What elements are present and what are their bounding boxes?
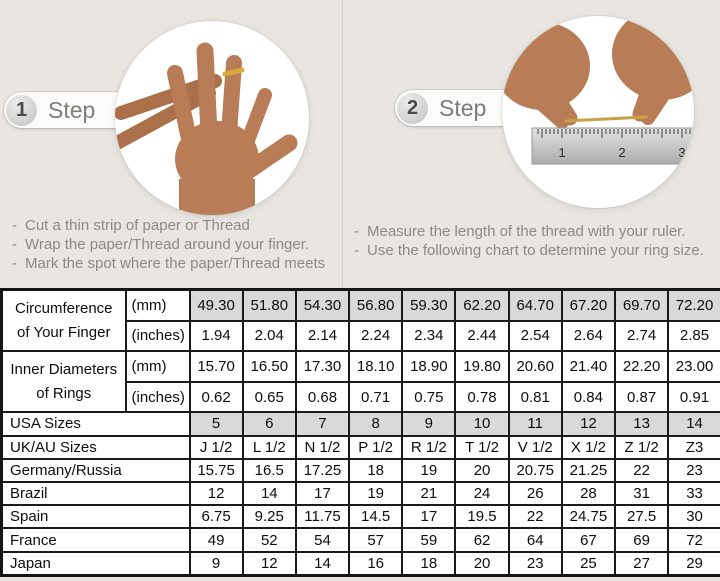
bullet-text: Use the following chart to determine your ring size. xyxy=(367,242,704,259)
table-cell: 24.75 xyxy=(562,505,615,528)
table-row xyxy=(2,459,720,482)
bullet-dash: - xyxy=(12,255,17,272)
instruction-bullet xyxy=(350,241,718,260)
table-cell: 67.20 xyxy=(562,290,615,321)
table-cell: 6 xyxy=(243,412,296,435)
table-cell: 20.75 xyxy=(509,459,562,482)
table-cell: 14 xyxy=(668,412,720,435)
table-cell: 57 xyxy=(349,528,402,551)
table-cell: 59 xyxy=(402,528,455,551)
table-cell: 2.54 xyxy=(509,321,562,351)
table-row xyxy=(2,552,720,576)
table-row xyxy=(2,505,720,528)
table-cell: 17 xyxy=(402,505,455,528)
table-cell: 15.75 xyxy=(190,459,243,482)
table-cell: 2.64 xyxy=(562,321,615,351)
row-group-label-line: Circumference xyxy=(14,299,113,317)
table-cell: 6.75 xyxy=(190,505,243,528)
row-group-label xyxy=(2,290,126,352)
table-cell: 0.65 xyxy=(243,382,296,413)
table-cell: 7 xyxy=(296,412,349,435)
table-cell: 20 xyxy=(455,552,508,576)
table-cell: 0.71 xyxy=(349,382,402,413)
step-2-photo xyxy=(502,16,694,208)
instruction-bullet xyxy=(350,222,718,241)
table-cell: 0.87 xyxy=(615,382,668,413)
table-cell: 16.50 xyxy=(243,351,296,382)
table-cell: 0.78 xyxy=(455,382,508,413)
table-cell: V 1/2 xyxy=(509,436,562,459)
ruler-icon xyxy=(532,128,694,164)
table-row xyxy=(2,436,720,459)
table-cell: 67 xyxy=(562,528,615,551)
table-row xyxy=(2,412,720,435)
hand-with-ring-illustration xyxy=(115,21,309,215)
bullet-text: Mark the spot where the paper/Thread meets xyxy=(25,255,326,272)
table-cell: 19.5 xyxy=(455,505,508,528)
table-cell: 17 xyxy=(296,482,349,505)
table-cell: 18.90 xyxy=(402,351,455,382)
table-cell: 20.60 xyxy=(509,351,562,382)
table-cell: 51.80 xyxy=(243,290,296,321)
table-cell: 5 xyxy=(190,412,243,435)
instruction-bullet xyxy=(8,235,342,254)
table-cell: 18.10 xyxy=(349,351,402,382)
table-cell: 69 xyxy=(615,528,668,551)
table-cell: 16 xyxy=(349,552,402,576)
ring-size-table xyxy=(0,288,720,577)
table-cell: 17.30 xyxy=(296,351,349,382)
bullet-text: Cut a thin strip of paper or Thread xyxy=(25,217,250,234)
table-cell: Z 1/2 xyxy=(615,436,668,459)
table-cell: 56.80 xyxy=(349,290,402,321)
bullet-dash: - xyxy=(354,223,359,240)
step-2-label: Step xyxy=(439,94,487,121)
table-cell: 72 xyxy=(668,528,720,551)
table-row xyxy=(2,351,720,382)
table-cell: N 1/2 xyxy=(296,436,349,459)
table-cell: 20 xyxy=(455,459,508,482)
bullet-text: Wrap the paper/Thread around your finger. xyxy=(25,236,310,253)
table-cell: 14 xyxy=(243,482,296,505)
table-cell: 2.44 xyxy=(455,321,508,351)
table-cell: 22 xyxy=(509,505,562,528)
size-system-label: USA Sizes xyxy=(2,412,190,435)
bullet-dash: - xyxy=(354,242,359,259)
table-cell: 64 xyxy=(509,528,562,551)
row-group-label-line: of Rings xyxy=(36,384,92,402)
table-cell: 19.80 xyxy=(455,351,508,382)
table-cell: 27 xyxy=(615,552,668,576)
step-1-label: Step xyxy=(48,96,96,123)
thread-icon xyxy=(566,117,646,121)
unit-label: (inches) xyxy=(126,382,190,413)
table-cell: 21.25 xyxy=(562,459,615,482)
table-cell: 0.68 xyxy=(296,382,349,413)
table-cell: 54 xyxy=(296,528,349,551)
table-cell: 1.94 xyxy=(190,321,243,351)
table-cell: 69.70 xyxy=(615,290,668,321)
table-cell: 62.20 xyxy=(455,290,508,321)
bullet-dash: - xyxy=(12,236,17,253)
size-system-label: Brazil xyxy=(2,482,190,505)
size-table-body xyxy=(2,290,720,576)
table-cell: 22 xyxy=(615,459,668,482)
table-cell: 26 xyxy=(509,482,562,505)
table-cell: 9.25 xyxy=(243,505,296,528)
table-cell: 11 xyxy=(509,412,562,435)
unit-label: (inches) xyxy=(126,321,190,351)
table-row xyxy=(2,528,720,551)
ruler-number: 3 xyxy=(678,145,686,160)
table-cell: 11.75 xyxy=(296,505,349,528)
row-group-label-line: of Your Finger xyxy=(17,323,111,341)
table-cell: 9 xyxy=(190,552,243,576)
table-cell: 14 xyxy=(296,552,349,576)
table-cell: 62 xyxy=(455,528,508,551)
step-1-number-icon: 1 xyxy=(6,95,37,126)
table-cell: 0.91 xyxy=(668,382,720,413)
table-cell: 18 xyxy=(402,552,455,576)
table-cell: 52 xyxy=(243,528,296,551)
table-cell: 2.74 xyxy=(615,321,668,351)
table-cell: 0.81 xyxy=(509,382,562,413)
table-cell: 30 xyxy=(668,505,720,528)
table-cell: 49 xyxy=(190,528,243,551)
table-cell: 64.70 xyxy=(509,290,562,321)
instruction-bullet xyxy=(8,254,342,273)
table-cell: J 1/2 xyxy=(190,436,243,459)
table-cell: 0.75 xyxy=(402,382,455,413)
table-cell: L 1/2 xyxy=(243,436,296,459)
size-system-label: Spain xyxy=(2,505,190,528)
table-cell: X 1/2 xyxy=(562,436,615,459)
table-cell: 17.25 xyxy=(296,459,349,482)
size-system-label: France xyxy=(2,528,190,551)
table-cell: 16.5 xyxy=(243,459,296,482)
table-cell: 0.84 xyxy=(562,382,615,413)
table-cell: P 1/2 xyxy=(349,436,402,459)
measuring-ruler-illustration xyxy=(502,16,694,208)
table-cell: 29 xyxy=(668,552,720,576)
table-cell: 18 xyxy=(349,459,402,482)
table-cell: 27.5 xyxy=(615,505,668,528)
table-cell: 12 xyxy=(190,482,243,505)
bullet-text: Measure the length of the thread with your ruler. xyxy=(367,223,686,240)
table-cell: 19 xyxy=(402,459,455,482)
table-cell: 23.00 xyxy=(668,351,720,382)
instruction-bullet xyxy=(8,216,342,235)
row-group-label xyxy=(2,351,126,412)
table-cell: 10 xyxy=(455,412,508,435)
table-cell: 72.20 xyxy=(668,290,720,321)
unit-label: (mm) xyxy=(126,351,190,382)
size-system-label: Japan xyxy=(2,552,190,576)
table-cell: T 1/2 xyxy=(455,436,508,459)
table-cell: 22.20 xyxy=(615,351,668,382)
instructions-section xyxy=(0,0,720,288)
table-cell: 31 xyxy=(615,482,668,505)
table-cell: R 1/2 xyxy=(402,436,455,459)
table-cell: 19 xyxy=(349,482,402,505)
unit-label: (mm) xyxy=(126,290,190,321)
table-cell: 25 xyxy=(562,552,615,576)
table-cell: 2.04 xyxy=(243,321,296,351)
step-2-number-icon: 2 xyxy=(397,93,428,124)
table-cell: 8 xyxy=(349,412,402,435)
table-cell: 9 xyxy=(402,412,455,435)
table-cell: 12 xyxy=(562,412,615,435)
table-cell: 23 xyxy=(668,459,720,482)
table-cell: 33 xyxy=(668,482,720,505)
size-system-label: UK/AU Sizes xyxy=(2,436,190,459)
table-cell: 15.70 xyxy=(190,351,243,382)
row-group-label-line: Inner Diameters xyxy=(10,360,118,378)
ruler-number: 1 xyxy=(558,145,566,160)
step-1-photo xyxy=(115,21,309,215)
bullet-dash: - xyxy=(12,217,17,234)
table-cell: 2.34 xyxy=(402,321,455,351)
table-cell: 21.40 xyxy=(562,351,615,382)
table-cell: 14.5 xyxy=(349,505,402,528)
table-cell: 13 xyxy=(615,412,668,435)
table-cell: 59.30 xyxy=(402,290,455,321)
table-cell: 2.14 xyxy=(296,321,349,351)
table-cell: 28 xyxy=(562,482,615,505)
table-cell: 24 xyxy=(455,482,508,505)
step-1-instructions xyxy=(8,216,342,273)
table-row xyxy=(2,290,720,321)
step-2-instructions xyxy=(350,222,718,260)
table-row xyxy=(2,482,720,505)
table-cell: 49.30 xyxy=(190,290,243,321)
table-cell: 21 xyxy=(402,482,455,505)
section-divider xyxy=(342,0,343,288)
ruler-number: 2 xyxy=(618,145,626,160)
table-cell: 0.62 xyxy=(190,382,243,413)
table-cell: 54.30 xyxy=(296,290,349,321)
table-cell: 2.85 xyxy=(668,321,720,351)
table-cell: 23 xyxy=(509,552,562,576)
table-cell: 12 xyxy=(243,552,296,576)
size-system-label: Germany/Russia xyxy=(2,459,190,482)
table-cell: Z3 xyxy=(668,436,720,459)
table-cell: 2.24 xyxy=(349,321,402,351)
